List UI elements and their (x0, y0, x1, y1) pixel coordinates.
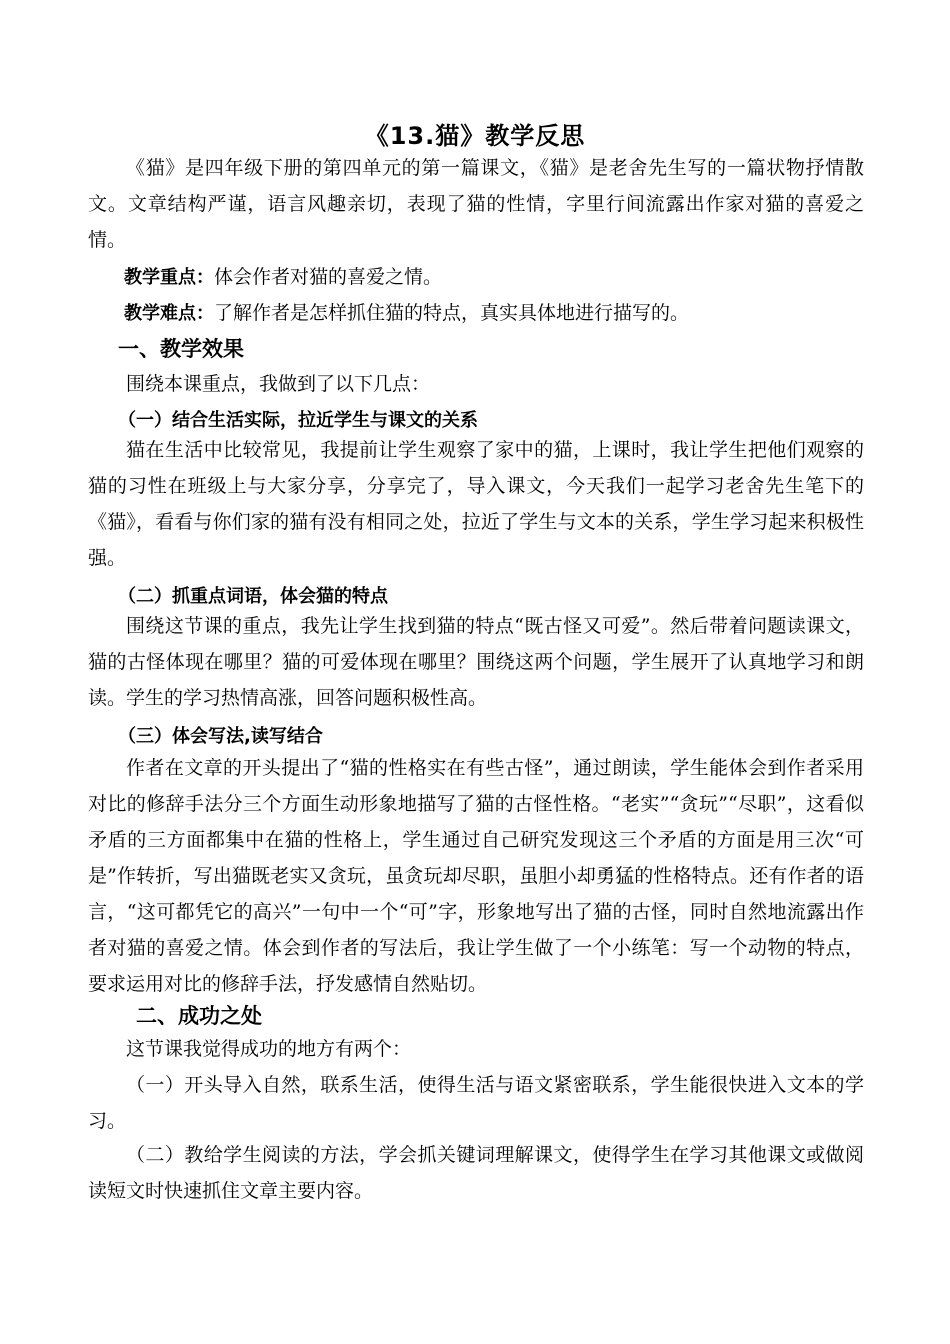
difficulty-point (124, 298, 689, 325)
key-point (124, 262, 442, 289)
difficulty-label: 教学难点： (124, 303, 214, 324)
difficulty-text: 了解作者是怎样抓住猫的特点，真实具体地进行描写的。 (214, 302, 690, 324)
key-point-label: 教学重点： (124, 267, 214, 288)
key-point-text: 体会作者对猫的喜爱之情。 (214, 266, 443, 288)
section1-item2-heading: （二）抓重点词语，体会猫的特点 (118, 586, 388, 607)
document-title: 《13.猫》教学反思 (364, 122, 586, 150)
section1-item3-text: 作者在文章的开头提出了“猫的性格实在有些古怪”，通过朗读，学生能体会到作者采用对比的修辞手法分三个方面生动形象地描写了猫的古怪性格。“老实”“贪玩”“尽职”，这看似矛盾的三方面都集中在猫的性格上，学生通过自己研究发现这三个矛盾的方面是用三次“可是”作转折，写出猫既老实又贪玩，虽贪玩却尽职，虽胆小却勇猛的性格特点。还有作者的语言，“这可都凭它的高兴”一句中一个“可”字，形象地写出了猫的古怪，同时自然地流露出作者对猫的喜爱之情。体会到作者的写法后，我让学生做了一个小练笔：写一个动物的特点，要求运用对比的修辞手法，抒发感情自然贴切。 (88, 757, 864, 995)
section1-item1-text: 猫在生活中比较常见，我提前让学生观察了家中的猫，上课时，我让学生把他们观察的猫的习性在班级上与大家分享，分享完了，导入课文，今天我们一起学习老舍先生笔下的《猫》，看看与你们家的猫有没有相同之处，拉近了学生与文本的关系，学生学习起来积极性强。 (88, 439, 864, 569)
section1-item3-heading: （三）体会写法,读写结合 (118, 726, 323, 747)
section1-lead: 围绕本课重点，我做到了以下几点： (126, 373, 431, 395)
section2-lead: 这节课我觉得成功的地方有两个： (126, 1038, 412, 1060)
section2-item1: （一）开头导入自然，联系生活，使得生活与语文紧密联系，学生能很快进入文本的学习。 (88, 1074, 864, 1132)
section1-item2-text: 围绕这节课的重点，我先让学生找到猫的特点“既古怪又可爱”。然后带着问题读课文，猫的古怪体现在哪里？猫的可爱体现在哪里？围绕这两个问题，学生展开了认真地学习和朗读。学生的学习热情高涨，回答问题积极性高。 (88, 615, 864, 709)
section2-heading: 二、成功之处 (136, 1004, 262, 1028)
section2-item2: （二）教给学生阅读的方法，学会抓关键词理解课文，使得学生在学习其他课文或做阅读短文时快速抓住文章主要内容。 (88, 1144, 864, 1202)
section1-item1-heading: （一）结合生活实际，拉近学生与课文的关系 (118, 410, 478, 431)
intro-paragraph: 《猫》是四年级下册的第四单元的第一篇课文，《猫》是老舍先生写的一篇状物抒情散文。文章结构严谨，语言风趣亲切，表现了猫的性情，字里行间流露出作家对猫的喜爱之情。 (88, 157, 864, 251)
section1-heading: 一、教学效果 (118, 337, 244, 361)
